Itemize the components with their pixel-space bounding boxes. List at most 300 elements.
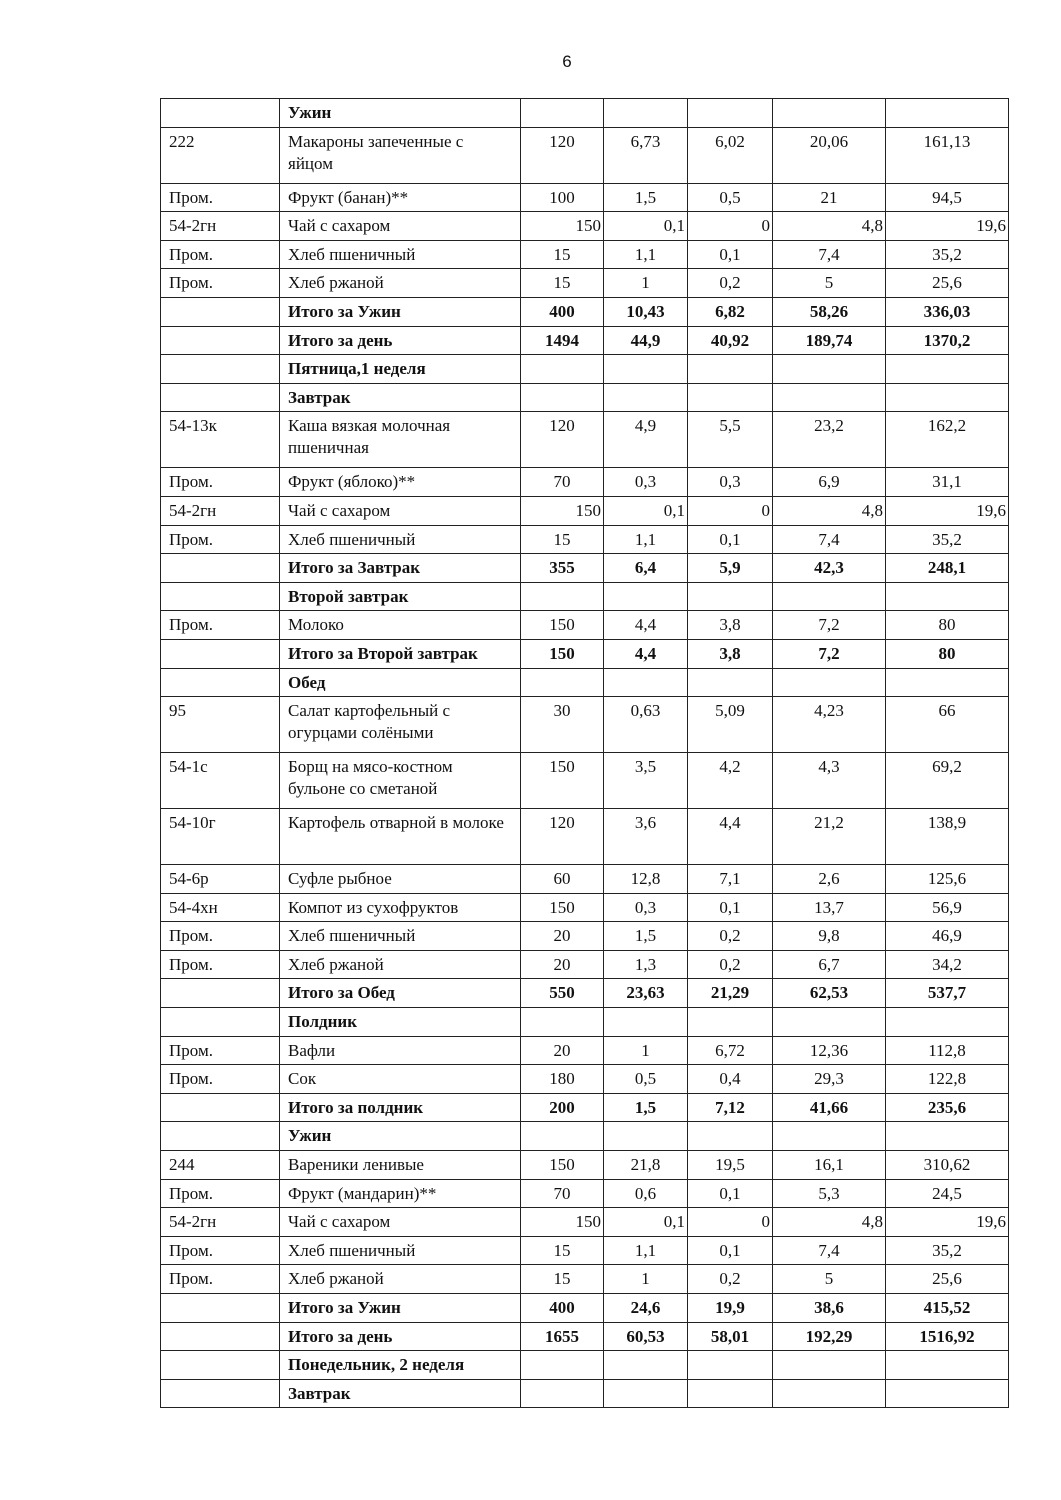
protein-cell: 4,4 — [604, 639, 688, 668]
protein-cell: 1,5 — [604, 183, 688, 212]
recipe-code-cell: Пром. — [161, 468, 280, 497]
kcal-cell: 80 — [886, 639, 1009, 668]
carbs-cell: 21,2 — [773, 809, 886, 865]
total-row — [161, 1294, 1009, 1323]
protein-cell — [604, 1008, 688, 1037]
dish-name-cell: Итого за Обед — [280, 979, 521, 1008]
dish-name-cell: Хлеб пшеничный — [280, 525, 521, 554]
weight-cell: 15 — [521, 525, 604, 554]
weight-cell: 150 — [521, 1151, 604, 1180]
carbs-cell — [773, 355, 886, 384]
weight-cell: 120 — [521, 809, 604, 865]
weight-cell: 20 — [521, 922, 604, 951]
section-header-row — [161, 1351, 1009, 1380]
total-row — [161, 297, 1009, 326]
table-row — [161, 1179, 1009, 1208]
fat-cell: 5,5 — [688, 412, 773, 468]
recipe-code-cell — [161, 1122, 280, 1151]
section-title-cell: Понедельник, 2 неделя — [280, 1351, 521, 1380]
weight-cell: 120 — [521, 127, 604, 183]
page-number: 6 — [562, 52, 572, 71]
weight-cell: 100 — [521, 183, 604, 212]
section-title-cell: Завтрак — [280, 383, 521, 412]
protein-cell — [604, 355, 688, 384]
fat-cell: 0,2 — [688, 922, 773, 951]
weight-cell: 1655 — [521, 1322, 604, 1351]
fat-cell: 0,1 — [688, 1179, 773, 1208]
dish-name-cell: Хлеб ржаной — [280, 950, 521, 979]
carbs-cell: 2,6 — [773, 865, 886, 894]
kcal-cell — [886, 668, 1009, 697]
recipe-code-cell: 54-1с — [161, 753, 280, 809]
carbs-cell: 16,1 — [773, 1151, 886, 1180]
carbs-cell: 5,3 — [773, 1179, 886, 1208]
protein-cell: 1,5 — [604, 922, 688, 951]
kcal-cell: 94,5 — [886, 183, 1009, 212]
fat-cell: 0,5 — [688, 183, 773, 212]
table-row — [161, 611, 1009, 640]
dish-name-cell: Фрукт (мандарин)** — [280, 1179, 521, 1208]
dish-name-cell: Компот из сухофруктов — [280, 893, 521, 922]
carbs-cell: 62,53 — [773, 979, 886, 1008]
recipe-code-cell — [161, 1294, 280, 1323]
table-row — [161, 893, 1009, 922]
dish-name-cell: Хлеб пшеничный — [280, 1236, 521, 1265]
table-row — [161, 183, 1009, 212]
section-title-cell: Обед — [280, 668, 521, 697]
kcal-cell — [886, 1008, 1009, 1037]
section-title-cell: Второй завтрак — [280, 582, 521, 611]
recipe-code-cell: Пром. — [161, 269, 280, 298]
table-row — [161, 950, 1009, 979]
recipe-code-cell: Пром. — [161, 525, 280, 554]
fat-cell: 40,92 — [688, 326, 773, 355]
weight-cell: 15 — [521, 1236, 604, 1265]
carbs-cell: 58,26 — [773, 297, 886, 326]
recipe-code-cell: 244 — [161, 1151, 280, 1180]
recipe-code-cell: Пром. — [161, 1236, 280, 1265]
fat-cell: 3,8 — [688, 611, 773, 640]
recipe-code-cell: 54-2гн — [161, 1208, 280, 1237]
carbs-cell: 12,36 — [773, 1036, 886, 1065]
fat-cell — [688, 1008, 773, 1037]
protein-cell: 1 — [604, 1036, 688, 1065]
kcal-cell — [886, 355, 1009, 384]
kcal-cell: 34,2 — [886, 950, 1009, 979]
recipe-code-cell: 222 — [161, 127, 280, 183]
dish-name-cell: Вафли — [280, 1036, 521, 1065]
dish-name-cell: Хлеб ржаной — [280, 269, 521, 298]
fat-cell: 0,1 — [688, 893, 773, 922]
weight-cell: 400 — [521, 297, 604, 326]
dish-name-cell: Итого за полдник — [280, 1093, 521, 1122]
table-row — [161, 697, 1009, 753]
table-row — [161, 922, 1009, 951]
table-row — [161, 468, 1009, 497]
kcal-cell: 125,6 — [886, 865, 1009, 894]
dish-name-cell: Чай с сахаром — [280, 212, 521, 241]
section-header-row — [161, 668, 1009, 697]
dish-name-cell: Чай с сахаром — [280, 496, 521, 525]
dish-name-cell: Итого за Ужин — [280, 1294, 521, 1323]
weight-cell: 150 — [521, 1208, 604, 1237]
fat-cell — [688, 668, 773, 697]
carbs-cell: 4,8 — [773, 496, 886, 525]
dish-name-cell: Хлеб пшеничный — [280, 240, 521, 269]
protein-cell: 3,5 — [604, 753, 688, 809]
weight-cell — [521, 1008, 604, 1037]
dish-name-cell: Салат картофельный с огурцами солёными — [280, 697, 521, 753]
protein-cell: 0,3 — [604, 468, 688, 497]
kcal-cell: 19,6 — [886, 496, 1009, 525]
weight-cell: 150 — [521, 611, 604, 640]
total-row — [161, 639, 1009, 668]
weight-cell: 20 — [521, 1036, 604, 1065]
kcal-cell: 19,6 — [886, 1208, 1009, 1237]
weight-cell: 15 — [521, 269, 604, 298]
kcal-cell — [886, 1351, 1009, 1380]
dish-name-cell: Итого за день — [280, 1322, 521, 1351]
section-header-row — [161, 355, 1009, 384]
fat-cell: 6,82 — [688, 297, 773, 326]
fat-cell: 58,01 — [688, 1322, 773, 1351]
total-row — [161, 1093, 1009, 1122]
protein-cell: 4,4 — [604, 611, 688, 640]
section-header-row — [161, 1122, 1009, 1151]
protein-cell: 1,1 — [604, 240, 688, 269]
recipe-code-cell: Пром. — [161, 611, 280, 640]
kcal-cell: 336,03 — [886, 297, 1009, 326]
dish-name-cell: Фрукт (банан)** — [280, 183, 521, 212]
dish-name-cell: Итого за Второй завтрак — [280, 639, 521, 668]
protein-cell: 23,63 — [604, 979, 688, 1008]
kcal-cell: 31,1 — [886, 468, 1009, 497]
fat-cell: 0,2 — [688, 1265, 773, 1294]
weight-cell: 200 — [521, 1093, 604, 1122]
weight-cell — [521, 1351, 604, 1380]
kcal-cell: 537,7 — [886, 979, 1009, 1008]
recipe-code-cell — [161, 1351, 280, 1380]
total-row — [161, 554, 1009, 583]
fat-cell: 3,8 — [688, 639, 773, 668]
carbs-cell: 7,4 — [773, 525, 886, 554]
kcal-cell: 25,6 — [886, 1265, 1009, 1294]
dish-name-cell: Итого за Ужин — [280, 297, 521, 326]
table-row — [161, 525, 1009, 554]
carbs-cell: 4,8 — [773, 1208, 886, 1237]
fat-cell: 0 — [688, 1208, 773, 1237]
fat-cell: 0,1 — [688, 525, 773, 554]
kcal-cell: 1370,2 — [886, 326, 1009, 355]
dish-name-cell: Суфле рыбное — [280, 865, 521, 894]
dish-name-cell: Молоко — [280, 611, 521, 640]
carbs-cell — [773, 1008, 886, 1037]
protein-cell: 60,53 — [604, 1322, 688, 1351]
fat-cell: 0,1 — [688, 1236, 773, 1265]
fat-cell: 0 — [688, 212, 773, 241]
carbs-cell: 13,7 — [773, 893, 886, 922]
protein-cell — [604, 1379, 688, 1408]
weight-cell: 150 — [521, 753, 604, 809]
recipe-code-cell: Пром. — [161, 922, 280, 951]
carbs-cell: 38,6 — [773, 1294, 886, 1323]
table-row — [161, 753, 1009, 809]
weight-cell — [521, 355, 604, 384]
recipe-code-cell: 54-4хн — [161, 893, 280, 922]
protein-cell — [604, 582, 688, 611]
weight-cell: 15 — [521, 1265, 604, 1294]
recipe-code-cell: 54-10г — [161, 809, 280, 865]
fat-cell — [688, 383, 773, 412]
total-row — [161, 979, 1009, 1008]
protein-cell — [604, 99, 688, 128]
total-row — [161, 1322, 1009, 1351]
carbs-cell: 4,23 — [773, 697, 886, 753]
table-row — [161, 1151, 1009, 1180]
kcal-cell: 69,2 — [886, 753, 1009, 809]
recipe-code-cell: Пром. — [161, 1036, 280, 1065]
protein-cell: 24,6 — [604, 1294, 688, 1323]
fat-cell — [688, 99, 773, 128]
kcal-cell: 1516,92 — [886, 1322, 1009, 1351]
kcal-cell: 25,6 — [886, 269, 1009, 298]
fat-cell: 0,4 — [688, 1065, 773, 1094]
kcal-cell: 162,2 — [886, 412, 1009, 468]
protein-cell: 1,5 — [604, 1093, 688, 1122]
carbs-cell — [773, 1379, 886, 1408]
dish-name-cell: Борщ на мясо-костном бульоне со сметаной — [280, 753, 521, 809]
weight-cell: 120 — [521, 412, 604, 468]
carbs-cell: 4,3 — [773, 753, 886, 809]
section-title-cell: Ужин — [280, 1122, 521, 1151]
kcal-cell: 35,2 — [886, 240, 1009, 269]
weight-cell — [521, 383, 604, 412]
carbs-cell: 21 — [773, 183, 886, 212]
table-row — [161, 865, 1009, 894]
recipe-code-cell — [161, 1093, 280, 1122]
carbs-cell: 5 — [773, 1265, 886, 1294]
recipe-code-cell — [161, 383, 280, 412]
fat-cell: 4,2 — [688, 753, 773, 809]
weight-cell: 20 — [521, 950, 604, 979]
recipe-code-cell: 54-13к — [161, 412, 280, 468]
protein-cell — [604, 383, 688, 412]
carbs-cell: 7,4 — [773, 1236, 886, 1265]
protein-cell: 12,8 — [604, 865, 688, 894]
recipe-code-cell — [161, 668, 280, 697]
kcal-cell: 35,2 — [886, 525, 1009, 554]
fat-cell: 0,2 — [688, 269, 773, 298]
kcal-cell: 248,1 — [886, 554, 1009, 583]
recipe-code-cell — [161, 1008, 280, 1037]
table-row — [161, 1065, 1009, 1094]
weight-cell: 400 — [521, 1294, 604, 1323]
weight-cell: 150 — [521, 212, 604, 241]
table-row — [161, 809, 1009, 865]
fat-cell: 19,5 — [688, 1151, 773, 1180]
protein-cell: 4,9 — [604, 412, 688, 468]
kcal-cell — [886, 99, 1009, 128]
carbs-cell: 7,2 — [773, 639, 886, 668]
carbs-cell: 7,2 — [773, 611, 886, 640]
kcal-cell: 80 — [886, 611, 1009, 640]
section-header-row — [161, 99, 1009, 128]
weight-cell: 1494 — [521, 326, 604, 355]
recipe-code-cell: 54-2гн — [161, 496, 280, 525]
kcal-cell: 24,5 — [886, 1179, 1009, 1208]
weight-cell — [521, 668, 604, 697]
recipe-code-cell — [161, 1379, 280, 1408]
section-title-cell: Ужин — [280, 99, 521, 128]
table-row — [161, 1265, 1009, 1294]
fat-cell — [688, 1122, 773, 1151]
kcal-cell: 35,2 — [886, 1236, 1009, 1265]
recipe-code-cell — [161, 979, 280, 1008]
fat-cell: 4,4 — [688, 809, 773, 865]
kcal-cell: 415,52 — [886, 1294, 1009, 1323]
fat-cell: 0,2 — [688, 950, 773, 979]
dish-name-cell: Итого за Завтрак — [280, 554, 521, 583]
fat-cell — [688, 355, 773, 384]
section-title-cell: Пятница,1 неделя — [280, 355, 521, 384]
carbs-cell — [773, 383, 886, 412]
table-row — [161, 127, 1009, 183]
protein-cell: 0,3 — [604, 893, 688, 922]
recipe-code-cell: 54-2гн — [161, 212, 280, 241]
fat-cell: 0,1 — [688, 240, 773, 269]
protein-cell: 0,1 — [604, 212, 688, 241]
weight-cell: 60 — [521, 865, 604, 894]
protein-cell: 0,5 — [604, 1065, 688, 1094]
recipe-code-cell: Пром. — [161, 240, 280, 269]
section-header-row — [161, 1379, 1009, 1408]
fat-cell — [688, 582, 773, 611]
kcal-cell: 138,9 — [886, 809, 1009, 865]
menu-table — [160, 98, 1009, 1408]
table-row — [161, 412, 1009, 468]
carbs-cell: 42,3 — [773, 554, 886, 583]
carbs-cell: 29,3 — [773, 1065, 886, 1094]
protein-cell: 0,6 — [604, 1179, 688, 1208]
protein-cell: 3,6 — [604, 809, 688, 865]
protein-cell — [604, 1122, 688, 1151]
fat-cell: 7,1 — [688, 865, 773, 894]
kcal-cell — [886, 582, 1009, 611]
protein-cell: 21,8 — [604, 1151, 688, 1180]
protein-cell: 1,3 — [604, 950, 688, 979]
fat-cell — [688, 1379, 773, 1408]
fat-cell — [688, 1351, 773, 1380]
kcal-cell: 46,9 — [886, 922, 1009, 951]
carbs-cell: 9,8 — [773, 922, 886, 951]
recipe-code-cell — [161, 99, 280, 128]
recipe-code-cell: 95 — [161, 697, 280, 753]
table-row — [161, 269, 1009, 298]
carbs-cell: 6,7 — [773, 950, 886, 979]
fat-cell: 7,12 — [688, 1093, 773, 1122]
dish-name-cell: Макароны запеченные с яйцом — [280, 127, 521, 183]
carbs-cell: 4,8 — [773, 212, 886, 241]
table-row — [161, 240, 1009, 269]
weight-cell — [521, 1122, 604, 1151]
fat-cell: 5,09 — [688, 697, 773, 753]
dish-name-cell: Каша вязкая молочная пшеничная — [280, 412, 521, 468]
weight-cell: 150 — [521, 496, 604, 525]
weight-cell: 30 — [521, 697, 604, 753]
section-title-cell: Полдник — [280, 1008, 521, 1037]
kcal-cell: 66 — [886, 697, 1009, 753]
protein-cell: 6,73 — [604, 127, 688, 183]
carbs-cell: 41,66 — [773, 1093, 886, 1122]
fat-cell: 6,72 — [688, 1036, 773, 1065]
carbs-cell: 23,2 — [773, 412, 886, 468]
protein-cell: 1,1 — [604, 1236, 688, 1265]
weight-cell — [521, 582, 604, 611]
weight-cell: 70 — [521, 468, 604, 497]
recipe-code-cell — [161, 582, 280, 611]
weight-cell: 180 — [521, 1065, 604, 1094]
protein-cell: 44,9 — [604, 326, 688, 355]
protein-cell: 6,4 — [604, 554, 688, 583]
section-header-row — [161, 582, 1009, 611]
carbs-cell: 20,06 — [773, 127, 886, 183]
protein-cell: 0,1 — [604, 1208, 688, 1237]
kcal-cell: 122,8 — [886, 1065, 1009, 1094]
table-row — [161, 212, 1009, 241]
table-row — [161, 1208, 1009, 1237]
kcal-cell: 19,6 — [886, 212, 1009, 241]
total-row — [161, 326, 1009, 355]
protein-cell: 10,43 — [604, 297, 688, 326]
carbs-cell — [773, 582, 886, 611]
recipe-code-cell — [161, 1322, 280, 1351]
kcal-cell — [886, 383, 1009, 412]
weight-cell: 550 — [521, 979, 604, 1008]
fat-cell: 6,02 — [688, 127, 773, 183]
carbs-cell: 192,29 — [773, 1322, 886, 1351]
dish-name-cell: Итого за день — [280, 326, 521, 355]
protein-cell: 0,1 — [604, 496, 688, 525]
protein-cell: 1 — [604, 269, 688, 298]
dish-name-cell: Чай с сахаром — [280, 1208, 521, 1237]
recipe-code-cell — [161, 355, 280, 384]
recipe-code-cell — [161, 554, 280, 583]
kcal-cell: 310,62 — [886, 1151, 1009, 1180]
carbs-cell — [773, 1122, 886, 1151]
dish-name-cell: Фрукт (яблоко)** — [280, 468, 521, 497]
weight-cell: 15 — [521, 240, 604, 269]
kcal-cell — [886, 1122, 1009, 1151]
carbs-cell — [773, 99, 886, 128]
dish-name-cell: Хлеб пшеничный — [280, 922, 521, 951]
recipe-code-cell: Пром. — [161, 183, 280, 212]
recipe-code-cell: Пром. — [161, 1065, 280, 1094]
table-row — [161, 496, 1009, 525]
protein-cell — [604, 1351, 688, 1380]
recipe-code-cell — [161, 639, 280, 668]
section-header-row — [161, 383, 1009, 412]
carbs-cell — [773, 1351, 886, 1380]
weight-cell: 70 — [521, 1179, 604, 1208]
fat-cell: 0 — [688, 496, 773, 525]
weight-cell — [521, 1379, 604, 1408]
section-title-cell: Завтрак — [280, 1379, 521, 1408]
dish-name-cell: Сок — [280, 1065, 521, 1094]
recipe-code-cell — [161, 326, 280, 355]
carbs-cell — [773, 668, 886, 697]
dish-name-cell: Хлеб ржаной — [280, 1265, 521, 1294]
kcal-cell: 56,9 — [886, 893, 1009, 922]
